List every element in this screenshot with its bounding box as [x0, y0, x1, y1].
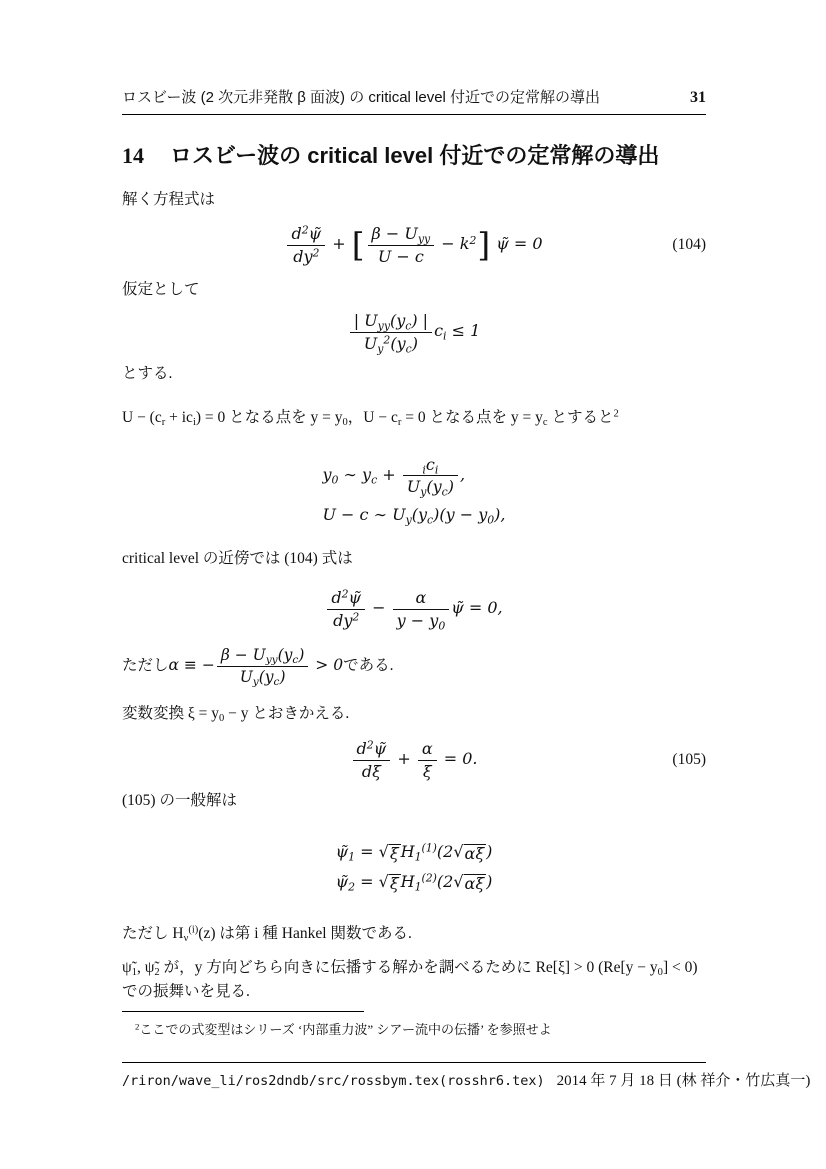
equation-near-critical-math: $\frac{d^2\psĩ}{dy^2}$ − $\frac{\alpha}{y - y_0}$ ψ̃ = 0,	[325, 588, 502, 629]
equation-u-minus-c: U − c ∼ $U_y(y_c)(y - y_0)$,	[322, 505, 506, 527]
alpha-definition-suffix: である.	[343, 656, 394, 674]
paragraph-hankel-note: ただし $H_\nu^{(i)}(z)$ は第 i 種 Hankel 関数である.	[122, 924, 412, 945]
footnote-marker: 2	[135, 1021, 140, 1032]
equation-near-critical	[122, 580, 706, 638]
footnote-separator-rule	[122, 1011, 364, 1012]
paragraph-critical-points: $U - (c_r + ic_i) = 0$ となる点を $y = y_0$，$U - c_r = 0$ となる点を $y = y_c$ とすると$^2$	[122, 408, 619, 429]
equation-group-approximations	[122, 455, 706, 525]
equation-104-label: (104)	[672, 236, 706, 253]
footer-rule	[122, 1062, 706, 1063]
equation-solution-2: $\psĩ_2$ = √ ξ $H_1^{(2)}(2$ √ αξ )	[335, 871, 493, 894]
equation-assumption	[122, 303, 706, 361]
equation-105-label: (105)	[672, 751, 706, 768]
paragraph-assumption-intro: 仮定として	[122, 281, 200, 298]
paragraph-solve-intro: 解く方程式は	[122, 191, 216, 208]
alpha-definition-math: α ≡ − $\frac{\beta - U_{yy}(y_c)}{U_y(y_c)}$ > 0	[168, 645, 344, 688]
equation-105-math: $\frac{d^2\psĩ}{d\xi}$ + $\frac{\alpha}{\xi}$ = 0.	[351, 739, 478, 780]
page-number: 31	[690, 89, 706, 106]
section-title: ロスビー波の critical level 付近での定常解の導出	[170, 143, 660, 168]
paragraph-variable-transform: 変数変換 $\xi = y_0 - y$ とおきかえる.	[122, 705, 350, 725]
footer-date-authors: 2014 年 7 月 18 日 (林 祥介・竹広真一)	[556, 1073, 811, 1089]
footnote-text: ここでの式変型はシリーズ ‘内部重力波” シアー流中の伝播’ を参照せよ	[139, 1022, 552, 1037]
equation-105	[122, 731, 706, 789]
equation-104-math: $\frac{d^2\psĩ}{dy^2}$ + [ $\frac{\beta - U_{yy}}{U - c}$ − $k^2$] ψ̃ = 0	[285, 224, 542, 265]
paragraph-near-critical-level: critical level の近傍では (104) 式は	[122, 550, 353, 567]
paragraph-tosuru: とする.	[122, 365, 173, 382]
page-header	[122, 86, 706, 115]
equation-group-solutions	[122, 842, 706, 894]
equation-assumption-math: $\frac{| U_{yy}(y_c) |}{U_y^2(y_c)}$ $c_i \le 1$	[348, 311, 481, 352]
paragraph-propagation-behavior: $\psĩ_1$, $\psĩ_2$ が，y 方向どちら向きに伝播する解かを調べるために Re[ξ] > 0 $(Re[y - y_0] < 0)$ での振舞いを見る.	[122, 959, 698, 1001]
solutions-inner	[336, 842, 493, 894]
section-number: 14	[122, 143, 144, 168]
page-footer	[122, 1069, 811, 1090]
footer-file-path: /riron/wave_li/ros2dndb/src/rossbym.tex(rosshr6.tex)	[122, 1073, 545, 1089]
equation-104	[122, 216, 706, 274]
equation-group-inner	[322, 455, 506, 527]
running-title: ロスビー波 (2 次元非発散 β 面波) の critical level 付近での定常解の導出	[122, 89, 601, 106]
equation-y0-approx: $y_0$ ∼ $y_c$ + $\frac{_ic_i}{U_y(y_c)}$ ,	[322, 455, 466, 499]
section-heading	[122, 139, 706, 170]
alpha-definition-prefix: ただし	[122, 656, 169, 674]
paragraph-alpha-definition	[122, 638, 706, 694]
equation-solution-1: $\psĩ_1$ = √ ξ $H_1^{(1)}(2$ √ αξ )	[335, 841, 493, 864]
paragraph-general-solution-intro: (105) の一般解は	[122, 792, 237, 809]
footnote	[122, 1019, 719, 1038]
